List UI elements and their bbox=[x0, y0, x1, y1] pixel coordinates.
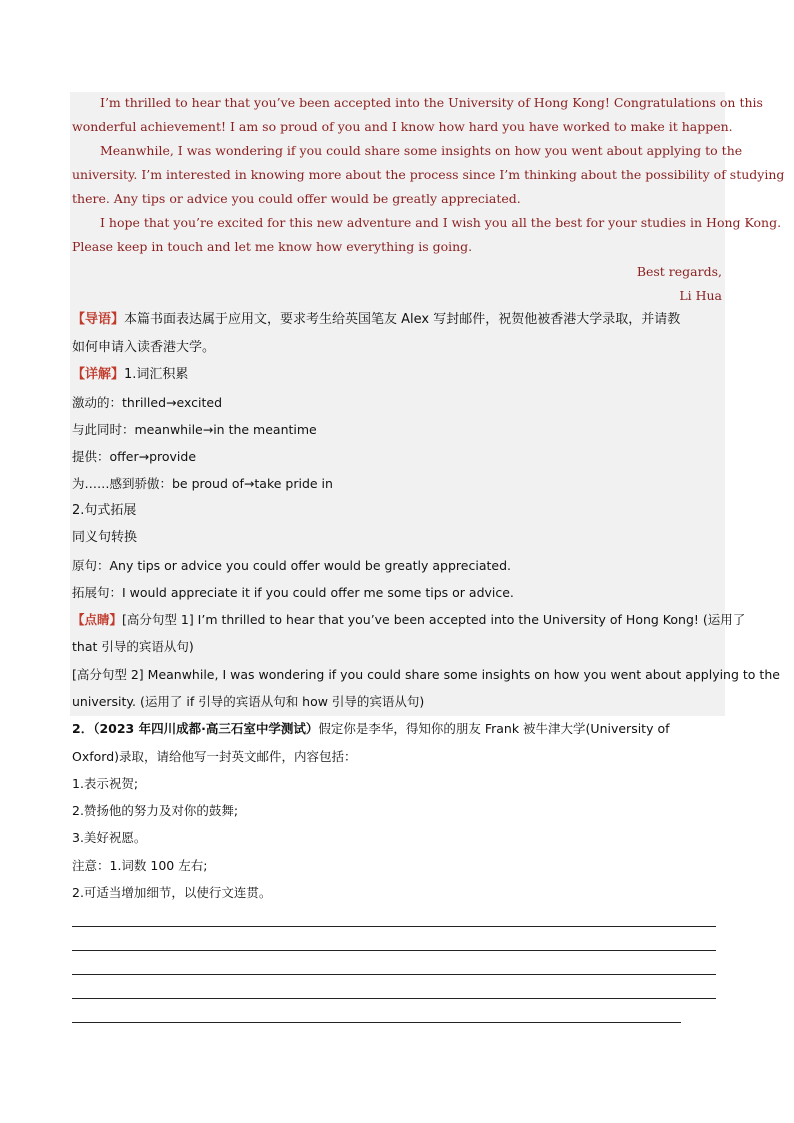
vocab-item: 与此同时：meanwhile→in the meantime bbox=[72, 422, 317, 437]
detail-line bbox=[72, 368, 722, 382]
detail-tag: 【详解】 bbox=[72, 367, 125, 382]
answer-line bbox=[72, 1022, 681, 1023]
point-line1 bbox=[72, 612, 746, 627]
answer-line bbox=[72, 974, 716, 975]
question-note: 注意：1.词数 100 左右; bbox=[72, 858, 208, 873]
answer-line bbox=[72, 950, 716, 951]
vocab-item: 激动的：thrilled→excited bbox=[72, 395, 223, 410]
intro-text: 本篇书面表达属于应用文，要求考生给英国笔友 Alex 写封邮件，祝贺他被香港大学录取，并请教 bbox=[124, 312, 681, 327]
letter-p2-line3: there. Any tips or advice you could offer would be greatly appreciated. bbox=[72, 191, 521, 206]
letter-p2-line1: Meanwhile, I was wondering if you could share some insights on how you went about applying to the bbox=[100, 143, 743, 158]
question-number: 2． bbox=[72, 721, 94, 736]
question-line1 bbox=[72, 722, 722, 736]
point2-line1: [高分句型 2] Meanwhile, I was wondering if you could share some insights on how you went about applying to the bbox=[72, 667, 780, 682]
answer-line bbox=[72, 998, 716, 999]
question-item: 1.表示祝贺; bbox=[72, 776, 139, 791]
original-sentence: 原句：Any tips or advice you could offer would be greatly appreciated. bbox=[72, 558, 511, 573]
detail-head: 1.词汇积累 bbox=[124, 367, 189, 382]
point1-line2: that 引导的宾语从句) bbox=[72, 639, 194, 654]
point1-text: [高分句型 1] I’m thrilled to hear that you’ve been accepted into the University of Hong Kong! (运用了 bbox=[122, 612, 746, 627]
letter-p3-line1: I hope that you’re excited for this new adventure and I wish you all the best for your studies in Hong Kong. bbox=[100, 215, 782, 230]
vocab-item: 提供：offer→provide bbox=[72, 449, 197, 464]
point-tag: 【点睛】 bbox=[72, 612, 123, 627]
point2-line2: university. (运用了 if 引导的宾语从句和 how 引导的宾语从句) bbox=[72, 694, 425, 709]
expanded-sentence: 拓展句：I would appreciate it if you could offer me some tips or advice. bbox=[72, 585, 514, 600]
letter-p1-line2: wonderful achievement! I am so proud of you and I know how hard you have worked to make it happen. bbox=[72, 119, 733, 134]
question-line2: Oxford)录取，请给他写一封英文邮件，内容包括： bbox=[72, 749, 357, 764]
intro-line1 bbox=[72, 313, 722, 327]
question-prompt: 假定你是李华，得知你的朋友 Frank 被牛津大学(University of bbox=[318, 721, 670, 736]
letter-p3-line2: Please keep in touch and let me know how everything is going. bbox=[72, 239, 473, 254]
question-item: 3.美好祝愿。 bbox=[72, 830, 147, 845]
vocab-item: 为……感到骄傲：be proud of→take pride in bbox=[72, 476, 333, 491]
question-source: （2023 年四川成都·高三石室中学测试） bbox=[93, 721, 319, 736]
question-item: 2.赞扬他的努力及对你的鼓舞; bbox=[72, 803, 239, 818]
letter-p1-line1: I’m thrilled to hear that you’ve been accepted into the University of Hong Kong! Congratulations on this bbox=[100, 95, 763, 110]
letter-signature: Li Hua bbox=[679, 288, 722, 303]
sentence-head: 2.句式拓展 bbox=[72, 503, 137, 518]
question-note: 2.可适当增加细节，以使行文连贯。 bbox=[72, 885, 272, 900]
sentence-sub: 同义句转换 bbox=[72, 530, 138, 545]
intro-tag: 【导语】 bbox=[72, 312, 125, 327]
intro-line2: 如何申请入读香港大学。 bbox=[72, 340, 216, 355]
letter-closing: Best regards, bbox=[636, 264, 722, 279]
answer-line bbox=[72, 926, 716, 927]
letter-p2-line2: university. I’m interested in knowing more about the process since I’m thinking about the possibility of studying bbox=[72, 167, 785, 182]
